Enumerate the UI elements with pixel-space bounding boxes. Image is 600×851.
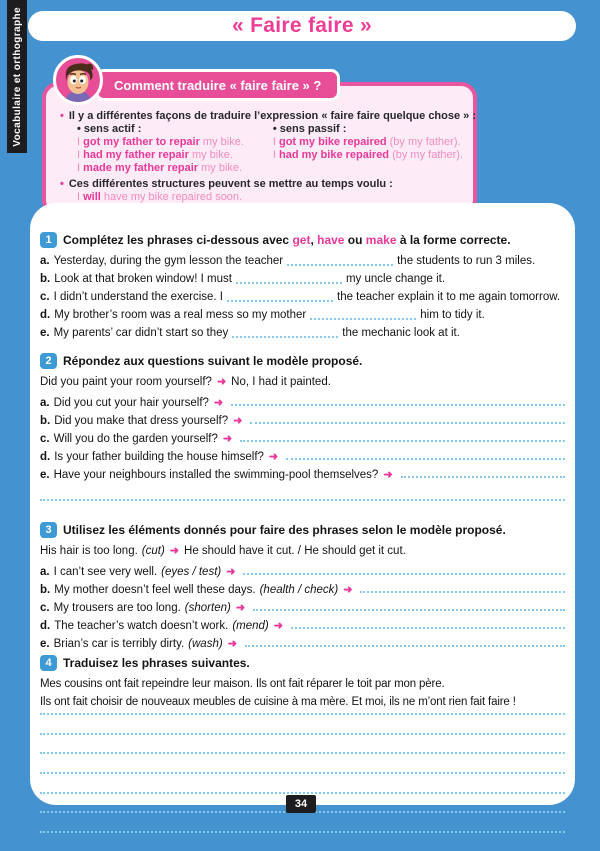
answer-fill-line: [286, 458, 565, 460]
answer-blank: [236, 272, 342, 284]
exercise-3-badge: 3: [40, 522, 57, 538]
passive-column: [273, 123, 463, 175]
answer-fill-line: [245, 645, 565, 647]
exercise-item: e. My parents’ car didn’t start so they the mechanic look at it.: [40, 327, 460, 339]
answer-line: [40, 831, 565, 851]
info-box-header: [95, 69, 340, 101]
example-sentence: I will have my bike repaired soon.: [77, 191, 243, 203]
exercise-item: d. Is your father building the house himself? ➜: [40, 445, 565, 463]
answer-blank: [227, 290, 333, 302]
arrow-icon: ➜: [169, 545, 180, 557]
answer-line: [40, 752, 565, 772]
item-letter: e.: [40, 469, 50, 481]
example-sentence: I got my father to repair my bike.: [77, 136, 244, 148]
info-rule-1: [60, 110, 476, 123]
exercises-panel: [30, 203, 575, 805]
exercise-item: e. Brian’s car is terribly dirty. (wash) ➜: [40, 632, 565, 650]
mascot-boy-icon: [53, 55, 103, 105]
active-column: [77, 123, 273, 175]
info-rule-2: [60, 178, 463, 191]
item-letter: c.: [40, 433, 50, 445]
exercise-item: a. I can’t see very well. (eyes / test) ➜: [40, 560, 565, 578]
arrow-icon: ➜: [227, 638, 237, 650]
answer-fill-line: [360, 591, 565, 593]
exercise-item: c. My trousers are too long. (shorten) ➜: [40, 596, 565, 614]
exercise-item: b. Did you make that dress yourself? ➜: [40, 409, 565, 427]
sidebar-tab: [7, 0, 27, 153]
passive-label: • sens passif :: [272, 123, 347, 135]
exercise-2-badge: 2: [40, 353, 57, 369]
translation-source-line: Ils ont fait choisir de nouveaux meubles de cuisine à ma mère. Et moi, ils ne m’ont rien fait faire !: [40, 696, 516, 708]
item-letter: a.: [40, 566, 50, 578]
answer-blank: [310, 308, 416, 320]
item-letter: d.: [40, 620, 51, 632]
exercise-item: a. Yesterday, during the gym lesson the teacher the students to run 3 miles.: [40, 255, 536, 267]
exercise-4-header: [40, 654, 565, 672]
exercise-item: c. Will you do the garden yourself? ➜: [40, 427, 565, 445]
item-letter: b.: [40, 584, 51, 596]
answer-blank: [287, 254, 393, 266]
item-letter: d.: [40, 451, 51, 463]
exercise-item: b. Look at that broken window! I must my uncle change it.: [40, 273, 446, 285]
page-number: 34: [294, 798, 308, 810]
arrow-icon: ➜: [216, 376, 227, 388]
exercise-3-model: His hair is too long. (cut) ➜ He should have it cut. / He should get it cut.: [40, 545, 406, 557]
exercise-item: e. Have your neighbours installed the swimming-pool themselves? ➜: [40, 463, 565, 481]
title-bar: [28, 11, 576, 41]
arrow-icon: ➜: [268, 451, 279, 463]
item-letter: a.: [40, 397, 50, 409]
exercise-item: d. My brother’s room was a real mess so my mother him to tidy it.: [40, 309, 485, 321]
answer-fill-line: [250, 422, 565, 424]
exercise-1-header: [40, 231, 565, 249]
example-sentence: I had my father repair my bike.: [77, 149, 233, 161]
answer-line: [40, 713, 565, 733]
exercise-item: d. The teacher’s watch doesn’t work. (mend) ➜: [40, 614, 565, 632]
bullet-icon: •: [60, 110, 64, 122]
example-sentence: I got my bike repaired (by my father).: [272, 136, 461, 148]
answer-blank: [232, 326, 338, 338]
sidebar-label: Vocabulaire et orthographe: [11, 6, 23, 147]
exercise-item: b. My mother doesn’t feel well these days. (health / check) ➜: [40, 578, 565, 596]
arrow-icon: ➜: [222, 433, 233, 445]
item-letter: b.: [40, 415, 51, 427]
info-rule-1-text: Il y a différentes façons de traduire l’expression « faire faire quelque chose » :: [68, 110, 476, 122]
exercise-2-title: Répondez aux questions suivant le modèle proposé.: [63, 354, 363, 368]
item-letter: e.: [40, 638, 50, 650]
info-box-header-label: Comment traduire « faire faire » ?: [114, 77, 322, 93]
answer-fill-line: [401, 476, 565, 478]
exercise-4-title: Traduisez les phrases suivantes.: [63, 656, 250, 670]
answer-line: [40, 811, 565, 831]
info-rule-2-text: Ces différentes structures peuvent se mettre au temps voulu :: [68, 178, 393, 190]
answer-fill-line: [231, 404, 565, 406]
exercise-2-model: Did you paint your room yourself? ➜ No, I had it painted.: [40, 376, 331, 388]
translation-source-line: Mes cousins ont fait repeindre leur maison. Ils ont fait réparer le toit par mon père.: [40, 678, 445, 690]
page-number-badge: [286, 795, 316, 813]
arrow-icon: ➜: [226, 566, 236, 578]
answer-line: [40, 772, 565, 792]
answer-line: [40, 733, 565, 753]
example-sentence: I had my bike repaired (by my father).: [272, 149, 463, 161]
answer-fill-line: [291, 627, 565, 629]
example-sentence: I made my father repair my bike.: [77, 162, 243, 174]
boy-face-icon: [56, 58, 100, 102]
arrow-icon: ➜: [343, 584, 353, 596]
item-letter: c.: [40, 602, 50, 614]
exercise-4-badge: 4: [40, 655, 57, 671]
item-letter: c.: [40, 291, 50, 303]
arrow-icon: ➜: [273, 620, 283, 632]
exercise-1-badge: 1: [40, 232, 57, 248]
item-letter: b.: [40, 273, 51, 285]
bullet-icon: •: [60, 178, 64, 190]
exercise-item: a. Did you cut your hair yourself? ➜: [40, 391, 565, 409]
exercise-2-header: [40, 352, 565, 370]
exercise-3-header: [40, 521, 565, 539]
active-label: • sens actif :: [77, 123, 142, 135]
exercise-1-title: Complétez les phrases ci-dessous avec get, have ou make à la forme correcte.: [63, 233, 511, 247]
info-columns: [77, 123, 463, 175]
arrow-icon: ➜: [213, 397, 224, 409]
info-box: [42, 82, 477, 216]
page-title: « Faire faire »: [232, 14, 372, 37]
exercise-3-title: Utilisez les éléments donnés pour faire des phrases selon le modèle proposé.: [63, 523, 506, 537]
answer-fill-line: [253, 609, 565, 611]
arrow-icon: ➜: [383, 469, 393, 481]
item-letter: d.: [40, 309, 51, 321]
answer-fill-line: [243, 573, 565, 575]
item-letter: e.: [40, 327, 50, 339]
exercise-item: c. I didn’t understand the exercise. I the teacher explain it to me again tomorrow.: [40, 291, 561, 303]
item-letter: a.: [40, 255, 50, 267]
answer-fill-line: [240, 440, 565, 442]
arrow-icon: ➜: [233, 415, 243, 427]
answer-line: [40, 481, 565, 501]
arrow-icon: ➜: [235, 602, 246, 614]
